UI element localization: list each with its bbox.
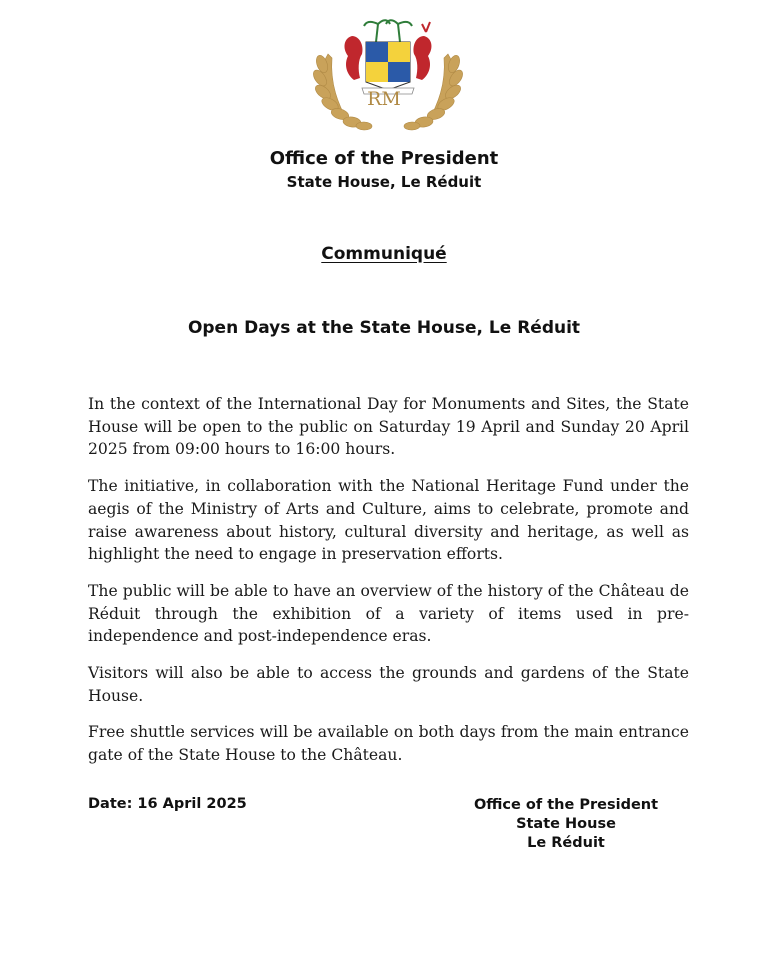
body-paragraph: The initiative, in collaboration with the National Heritage Fund under the aegis of the Ministry of Arts and Culture, aims to celebrate, promote and raise awareness about history, cultural diversity and heritage, as well as highlight the need to engage in preservation efforts. bbox=[88, 477, 689, 564]
body-paragraph: The public will be able to have an overview of the history of the Château de Réduit through the exhibition of a variety of items used in pre-independence and post-independence eras. bbox=[88, 581, 689, 646]
crest-monogram: RM bbox=[367, 88, 401, 110]
document-date: Date: 16 April 2025 bbox=[88, 796, 247, 812]
signature-line: Office of the President bbox=[473, 797, 659, 813]
body-paragraph: Visitors will also be able to access the grounds and gardens of the State House. bbox=[88, 664, 689, 705]
coat-of-arms-icon bbox=[308, 14, 468, 132]
signature-block bbox=[456, 796, 676, 853]
communique-body bbox=[88, 393, 689, 781]
body-paragraph: In the context of the International Day for Monuments and Sites, the State House will be open to the public on Saturday 19 April and Sunday 20 April 2025 from 09:00 hours to 16:00 hours. bbox=[88, 395, 689, 459]
document-type-heading: Communiqué bbox=[321, 244, 447, 264]
office-location: State House, Le Réduit bbox=[286, 173, 482, 191]
office-title: Office of the President bbox=[269, 148, 499, 169]
signature-line: Le Réduit bbox=[527, 835, 605, 851]
signature-line: State House bbox=[516, 816, 616, 832]
subject-heading: Open Days at the State House, Le Réduit bbox=[187, 318, 581, 338]
body-paragraph: Free shuttle services will be available on both days from the main entrance gate of the State House to the Château. bbox=[88, 723, 689, 765]
